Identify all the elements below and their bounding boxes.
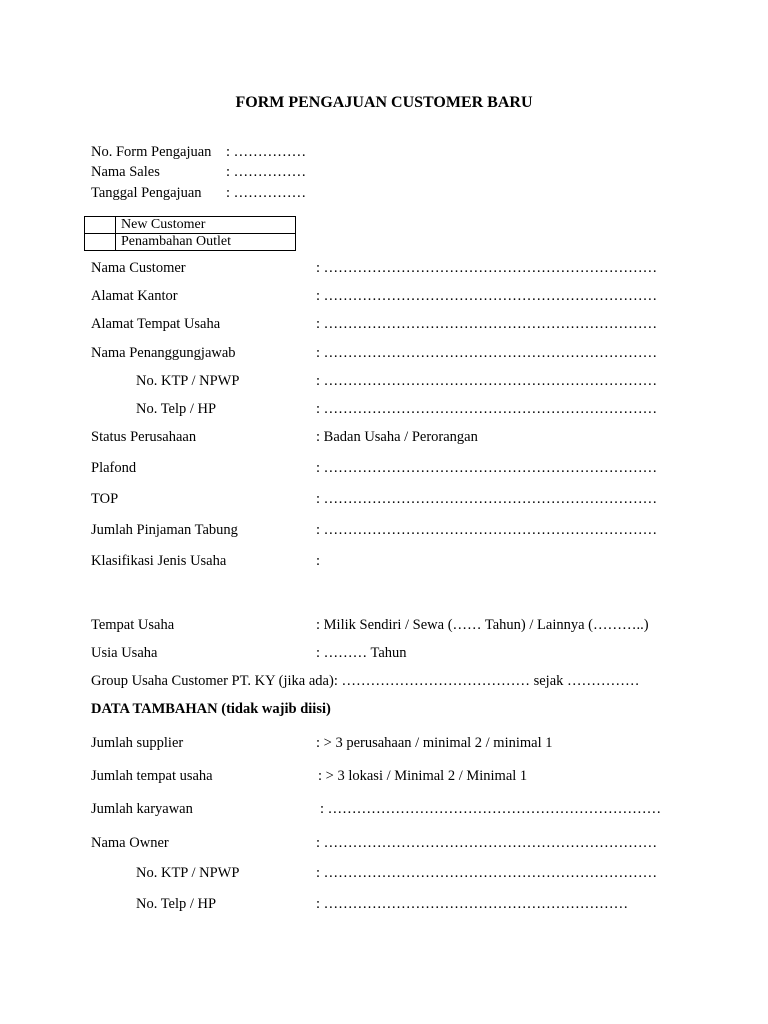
field-label: Alamat Tempat Usaha (91, 316, 221, 332)
field-value[interactable]: : …………………………………………………………… (316, 835, 658, 851)
header-label: No. Form Pengajuan (91, 144, 212, 160)
form-title: FORM PENGAJUAN CUSTOMER BARU (235, 94, 533, 111)
field-top (0, 489, 768, 509)
new-customer-checkbox[interactable] (85, 217, 116, 234)
field-business-place (0, 615, 768, 635)
field-label: No. KTP / NPWP (136, 373, 240, 389)
field-label: Nama Customer (91, 260, 186, 276)
field-value[interactable]: : …………………………………………………………… (316, 460, 658, 476)
field-owner-name (0, 833, 768, 853)
field-label: Nama Penanggungjawab (91, 345, 236, 361)
field-value[interactable]: : > 3 perusahaan / minimal 2 / minimal 1 (316, 735, 553, 751)
field-plafond (0, 458, 768, 478)
field-label: Nama Owner (91, 835, 169, 851)
field-label: TOP (91, 491, 119, 507)
field-business-age (0, 643, 768, 663)
field-label: Jumlah supplier (91, 735, 184, 751)
field-pic-phone (0, 399, 768, 419)
customer-type-table (84, 216, 296, 251)
option-row-new-customer (85, 217, 296, 234)
header-row-form-number (0, 142, 768, 162)
header-value[interactable]: : …………… (226, 144, 307, 160)
field-value[interactable]: : …………………………………………………………… (316, 401, 658, 417)
field-location-count (0, 766, 768, 786)
field-value[interactable]: : > 3 lokasi / Minimal 2 / Minimal 1 (318, 768, 528, 784)
field-value[interactable]: : Milik Sendiri / Sewa (…… Tahun) / Lainnya (………..) (316, 617, 649, 633)
field-value[interactable]: : ……… Tahun (316, 645, 407, 661)
field-value[interactable]: : ……………………………………………………… (316, 896, 629, 912)
header-label: Nama Sales (91, 164, 160, 180)
field-customer-name (0, 258, 768, 278)
header-row-submission-date (0, 183, 768, 203)
field-value[interactable]: : …………………………………………………………… (316, 522, 658, 538)
field-value[interactable]: : …………………………………………………………… (320, 801, 662, 817)
header-value[interactable]: : …………… (226, 164, 307, 180)
field-value[interactable]: : …………………………………………………………… (316, 288, 658, 304)
option-label: New Customer (116, 217, 296, 234)
field-person-in-charge (0, 343, 768, 363)
field-cylinder-loan (0, 520, 768, 540)
additional-outlet-checkbox[interactable] (85, 234, 116, 251)
field-label: Klasifikasi Jenis Usaha (91, 553, 227, 569)
field-label: Jumlah tempat usaha (91, 768, 213, 784)
section-title: DATA TAMBAHAN (tidak wajib diisi) (91, 701, 331, 717)
field-business-classification (0, 551, 768, 571)
field-label: Jumlah Pinjaman Tabung (91, 522, 238, 538)
field-label: Plafond (91, 460, 137, 476)
field-business-address (0, 314, 768, 334)
field-value[interactable]: : …………………………………………………………… (316, 260, 658, 276)
field-label: Alamat Kantor (91, 288, 178, 304)
header-label: Tanggal Pengajuan (91, 185, 202, 201)
field-label: No. KTP / NPWP (136, 865, 240, 881)
header-row-sales-name (0, 162, 768, 182)
field-owner-phone (0, 894, 768, 914)
field-label: Usia Usaha (91, 645, 158, 661)
field-office-address (0, 286, 768, 306)
field-label: Status Perusahaan (91, 429, 197, 445)
field-supplier-count (0, 733, 768, 753)
option-row-additional-outlet (85, 234, 296, 251)
field-pic-ktp-npwp (0, 371, 768, 391)
field-value[interactable]: : Badan Usaha / Perorangan (316, 429, 478, 445)
group-line[interactable]: Group Usaha Customer PT. KY (jika ada): ………………………………… sejak …………… (91, 673, 640, 689)
header-value[interactable]: : …………… (226, 185, 307, 201)
field-company-status (0, 427, 768, 447)
section-heading-extra-data (0, 699, 768, 719)
option-label: Penambahan Outlet (116, 234, 296, 251)
field-label: Tempat Usaha (91, 617, 175, 633)
field-value[interactable]: : …………………………………………………………… (316, 491, 658, 507)
field-value[interactable]: : …………………………………………………………… (316, 865, 658, 881)
field-value[interactable]: : …………………………………………………………… (316, 316, 658, 332)
field-value[interactable]: : …………………………………………………………… (316, 373, 658, 389)
field-value[interactable]: : …………………………………………………………… (316, 345, 658, 361)
field-label: Jumlah karyawan (91, 801, 193, 817)
field-label: No. Telp / HP (136, 401, 217, 417)
field-employee-count (0, 799, 768, 819)
field-value[interactable]: : (316, 553, 321, 569)
field-owner-ktp-npwp (0, 863, 768, 883)
field-business-group (0, 671, 768, 691)
field-label: No. Telp / HP (136, 896, 217, 912)
